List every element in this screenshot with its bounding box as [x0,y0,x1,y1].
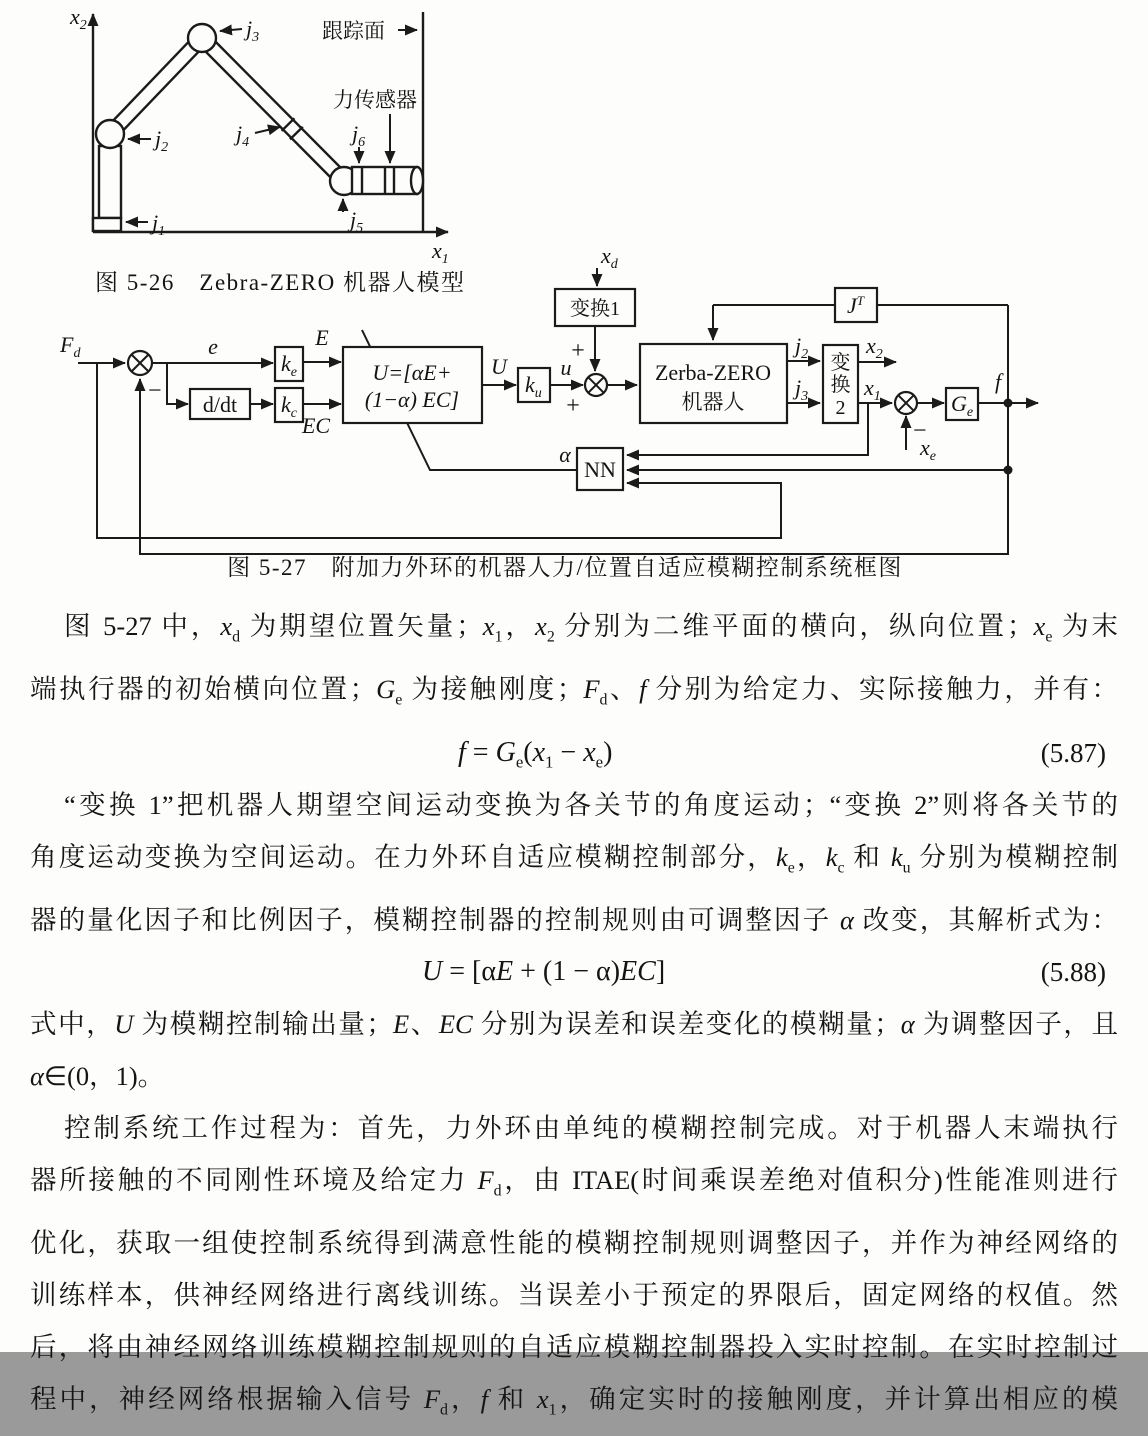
j3-arrow [220,29,242,31]
e-label: e [208,334,218,359]
fig27-caption: 图 5-27 附加力外环的机器人力/位置自适应模糊控制系统框图 [227,555,903,580]
paragraph-line: 图 5-27 中，$x_d$ 为期望位置矢量；$x_1$，$x_2$ 分别为二维平面的横向，纵向位置；$x_e$ 为末 [64,611,1119,646]
paragraph-line: 训练样本，供神经网络进行离线训练。当误差小于预定的界限后，固定网络的权值。然 [30,1280,1118,1311]
paragraph-line: 控制系统工作过程为：首先，力外环由单纯的模糊控制完成。对于机器人末端执行 [64,1112,1118,1143]
u-label: u [560,355,572,380]
x2-signal-label: $x_2$ [866,333,883,362]
j3-label: $j_3$ [246,16,260,45]
EC-label: EC [301,413,331,438]
ke-label: $k_e$ [281,351,297,380]
equation-formula: U = [αE + (1 − α)EC] [422,955,666,987]
nn-tap-dot [1004,466,1013,475]
robot-block-line1: Zerba-ZERO [654,360,772,385]
minus-sign-force: − [148,378,162,404]
sum-junction-contact [895,392,917,414]
plus-sign-top: + [571,338,585,364]
body-text [0,600,1148,1436]
ku-label: $k_u$ [525,372,542,401]
alpha-label: α [559,442,571,467]
robot-base-column [99,146,121,218]
xe-label: $x_e$ [920,435,936,464]
paragraph-line: 后，将由神经网络训练模糊控制规则的自适应模糊控制器投入实时控制。在实时控制过 [30,1332,1118,1363]
jt-label: $J^T$ [847,293,864,318]
end-effector-cap [411,167,423,194]
x1-axis-label: $x_1$ [432,238,449,267]
paragraph-line: 角度运动变换为空间运动。在力外环自适应模糊控制部分，$k_e$，$k_c$ 和 $k_u$ 分别为模糊控制 [30,841,1119,876]
fd-label: $F_d$ [60,332,81,361]
j4-label: $j_4$ [236,121,250,150]
j3-signal-label: $j_3$ [795,375,809,404]
paragraph-line: “变换 1”把机器人期望空间运动变换为各关节的角度运动；“变换 2”则将各关节的 [64,789,1118,820]
e-branch-wire [167,363,188,404]
transform1-label: 变换1 [570,298,620,320]
fuzzy-controller-line2: (1−α) EC] [364,387,460,412]
paragraph-line: α∈(0，1)。 [30,1060,165,1091]
paragraph-line: 端执行器的初始横向位置；$G_e$ 为接触刚度；$F_d$、f 分别为给定力、实际接触力，并有： [30,674,1119,709]
equation-5-87 [30,727,1118,779]
f-junction-dot [1004,399,1013,408]
fig26-caption: 图 5-26 Zebra-ZERO 机器人模型 [95,270,466,295]
E-label: E [315,325,329,350]
j2-signal-label: $j_2$ [795,333,809,362]
joint-j2 [96,120,124,148]
fig26-robot-model [69,4,466,295]
fuzzy-controller-line1: U=[αE+ [372,360,452,385]
force-sensor-label: 力传感器 [333,88,417,112]
robot-base [93,218,121,231]
equation-5-88 [30,946,1118,998]
U-label: U [491,354,507,379]
minus-sign-xe: − [913,418,927,444]
robot-block-line2: 机器人 [681,390,745,414]
sum-junction-position [585,374,607,396]
paragraph-line: 程中，神经网络根据输入信号 $F_d$，f 和 $x_1$，确定实时的接触刚度，并计算出相应的模 [30,1384,1119,1419]
xd-label: $x_d$ [601,243,618,272]
sum-junction-force [128,351,152,375]
equation-formula: $f = G_e(x_1 - x_e)$ [458,736,613,772]
joint-j3 [188,24,216,52]
kc-label: $k_c$ [281,392,297,421]
j6-label: $j_6$ [352,121,366,150]
equation-number: (5.87) [1040,737,1106,768]
paragraph-line: 式中，U 为模糊控制输出量；E、EC 分别为误差和误差变化的模糊量；α 为调整因子，且 [30,1008,1119,1039]
nn-label: NN [584,457,616,482]
x2-axis-label: $x_2$ [70,4,87,33]
j1-label: $j_1$ [152,210,166,239]
equation-number: (5.88) [1040,956,1106,987]
transform2-label: 变 [830,352,851,374]
ddt-label: d/dt [202,392,238,417]
tracking-surface-label: 跟踪面 [322,19,385,43]
paragraph-line: 器所接触的不同刚性环境及给定力 $F_d$，由 ITAE(时间乘误差绝对值积分)性能准则进行 [30,1164,1119,1200]
plus-sign-left: + [566,393,580,419]
j5-label: $j_5$ [350,207,364,236]
j2-label: $j_2$ [155,126,169,155]
ge-label: $G_e$ [951,391,974,420]
paragraph-line: 器的量化因子和比例因子，模糊控制器的控制规则由可调整因子 α 改变，其解析式为： [30,904,1119,935]
robot-link-2 [197,33,349,186]
transform2-label: 换 [830,374,851,396]
transform2-label: 2 [835,397,846,419]
x1-signal-label: $x_1$ [864,375,881,404]
j4-arrow [255,127,280,133]
paragraph-line: 优化，获取一组使控制系统得到满意性能的模糊控制规则调整因子，并作为神经网络的 [30,1228,1118,1259]
figures-canvas [0,0,1148,600]
f-label: f [994,369,1002,394]
